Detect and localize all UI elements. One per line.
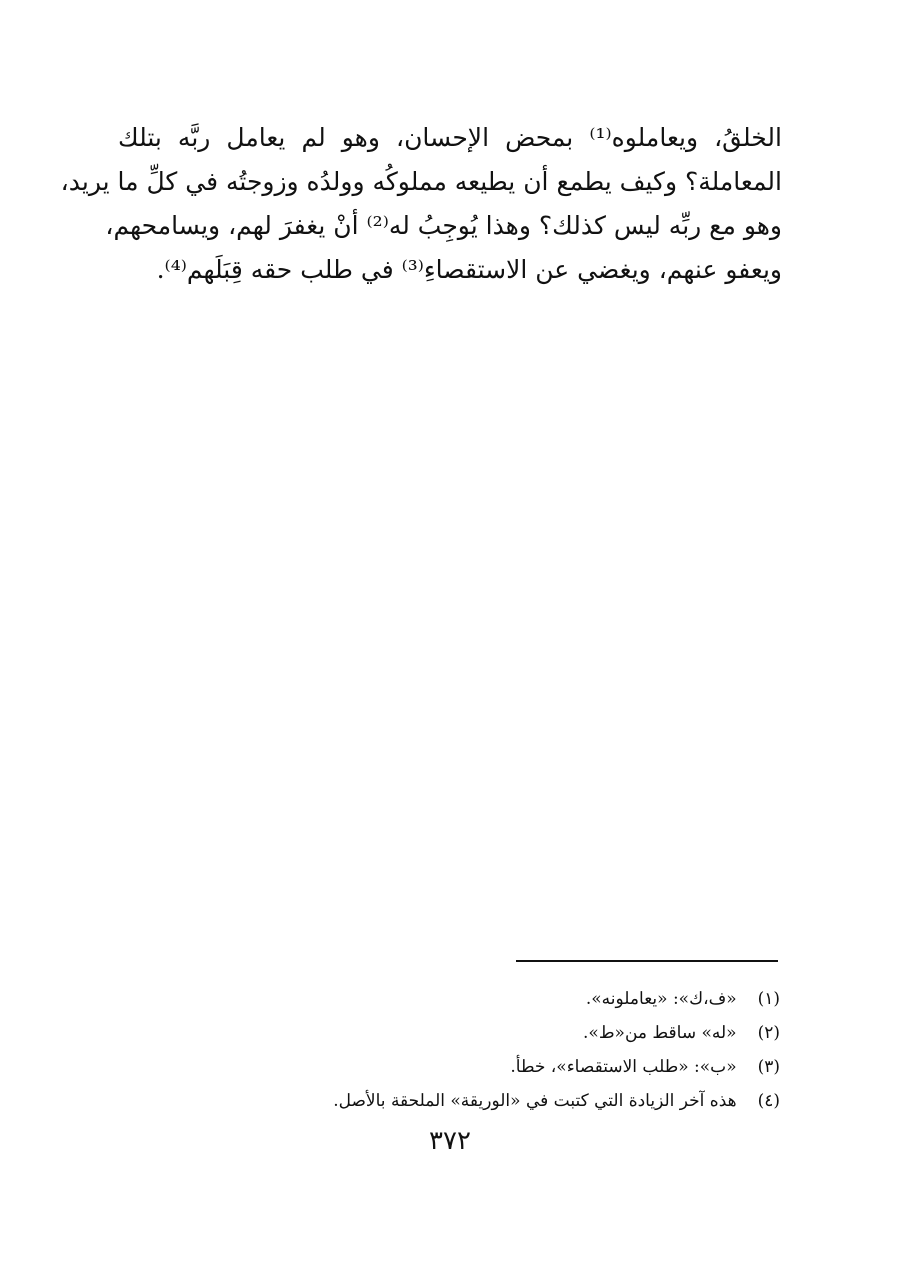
body-line: المعاملة؟ وكيف يطمع أن يطيعه مملوكُه وولدُه وزوجتُه في كلِّ ما يريد، (60, 167, 782, 196)
body-line: وهو مع ربِّه ليس كذلك؟ وهذا يُوجِبُ له⁽²⁾ أنْ يغفرَ لهم، ويسامحهم، (105, 211, 782, 240)
footnote (220, 1050, 780, 1084)
footnote-text: «ب»: «طلب الاستقصاء»، خطأ. (510, 1057, 737, 1077)
footnote (220, 1084, 780, 1118)
footnote-text: «له» ساقط من«ط». (583, 1023, 737, 1043)
footnote (220, 1016, 780, 1050)
page-number: ٣٧٢ (429, 1126, 471, 1156)
footnote-text: هذه آخر الزيادة التي كتبت في «الوريقة» الملحقة بالأصل. (333, 1091, 737, 1111)
body-line: ويعفو عنهم، ويغضي عن الاستقصاءِ⁽³⁾ في طلب حقه قِبَلَهم⁽⁴⁾. (156, 255, 782, 284)
footnotes (220, 982, 780, 1118)
footnote-number: (٢) (757, 1023, 780, 1043)
body-line: الخلقُ، ويعاملوه⁽¹⁾ بمحض الإحسان، وهو لم يعامل ربَّه بتلك (118, 123, 782, 152)
footnote-separator (516, 960, 778, 962)
footnote-number: (٤) (757, 1091, 780, 1111)
body-paragraph (60, 116, 782, 292)
footnote (220, 982, 780, 1016)
footnote-text: «ف،ك»: «يعاملونه». (585, 989, 737, 1009)
footnote-number: (٣) (757, 1057, 780, 1077)
footnote-number: (١) (757, 989, 780, 1009)
